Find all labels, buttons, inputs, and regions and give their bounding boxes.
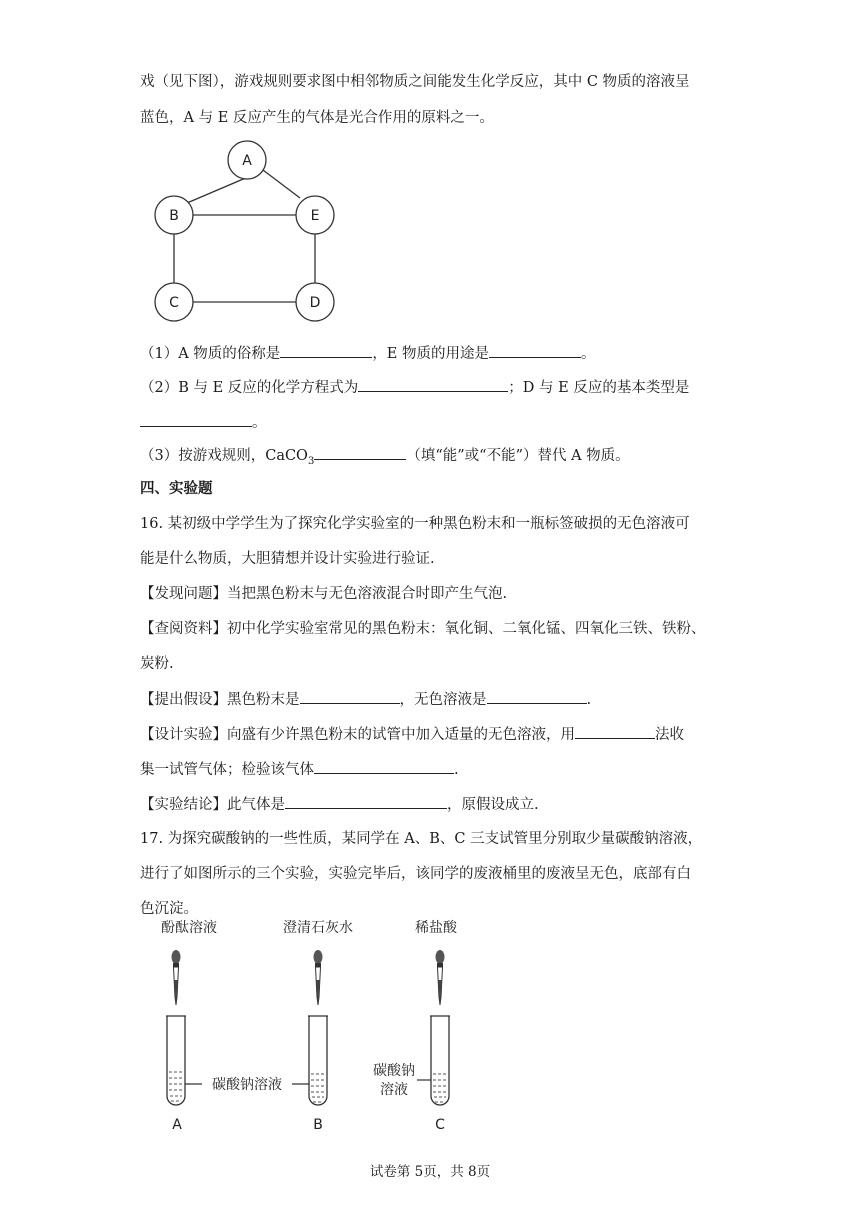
sodium-carbonate-label-ab: 碳酸钠溶液 (212, 1077, 282, 1093)
node-e-label: E (310, 208, 320, 224)
dropper-c-icon (436, 950, 445, 1005)
page-footer: 试卷第 5页，共 8页 (369, 1164, 491, 1180)
q16-line-1: 16. 某初级中学学生为了探究化学实验室的一种黑色粉末和一瓶标签破损的无色溶液可 (140, 516, 690, 532)
q15-part2-text-a: （2）B 与 E 反应的化学方程式为 (140, 380, 359, 396)
q15-part3-text-a: （3）按游戏规则，CaCO (140, 448, 308, 464)
hyp-text-a: 黑色粉末是 (227, 692, 300, 708)
subscript-3: 3 (307, 455, 315, 467)
reagent-c-label: 稀盐酸 (415, 920, 457, 936)
node-c-label: C (169, 295, 179, 311)
experiment-figure (140, 912, 480, 1137)
conclusion-text-b: ，原假设成立. (447, 797, 539, 813)
q15-part3-text-b: （填“能”或“不能”）替代 A 物质。 (406, 448, 630, 464)
design-text-a: 向盛有少许黑色粉末的试管中加入适量的无色溶液，用 (227, 727, 575, 743)
q17-line-2: 进行了如图所示的三个实验，实验完毕后，该同学的废液桶里的废液呈无色，底部有白 (140, 866, 691, 882)
conclusion-tag: 【实验结论】 (140, 797, 227, 813)
test-tube-b-icon (308, 1016, 328, 1105)
test-tube-c-icon (430, 1016, 450, 1105)
answer-blank[interactable] (300, 689, 400, 704)
node-a-label: A (242, 153, 252, 169)
answer-blank[interactable] (140, 412, 252, 427)
answer-blank[interactable] (285, 794, 447, 809)
q15-part2-text-c: 。 (252, 415, 267, 431)
q16-design-cont (140, 759, 459, 780)
q17-line-3: 色沉淀。 (140, 901, 198, 917)
answer-blank[interactable] (358, 377, 508, 392)
q15-part1-text-c: 。 (581, 346, 596, 362)
hyp-text-c: . (586, 692, 592, 708)
test-tube-a-icon (166, 1016, 186, 1105)
found-tag: 【发现问题】 (140, 586, 227, 602)
answer-blank[interactable] (280, 343, 372, 358)
q15-part2-text-b: ；D 与 E 反应的基本类型是 (508, 380, 690, 396)
answer-blank[interactable] (314, 759, 454, 774)
q16-ref (140, 619, 706, 639)
design-tag: 【设计实验】 (140, 727, 227, 743)
ref-tag: 【查阅资料】 (140, 621, 227, 637)
node-b-label: B (169, 208, 179, 224)
answer-blank[interactable] (575, 724, 655, 739)
sodium-carbonate-label-c-1: 碳酸钠 (373, 1063, 415, 1079)
conclusion-text-a: 此气体是 (227, 797, 285, 813)
found-text: 当把黑色粉末与无色溶液混合时即产生气泡. (227, 586, 508, 602)
substance-cycle-diagram (140, 138, 360, 328)
dropper-b-icon (314, 950, 323, 1005)
hyp-tag: 【提出假设】 (140, 692, 227, 708)
ref-text: 初中化学实验室常见的黑色粉末：氧化铜、二氧化锰、四氧化三铁、铁粉、 (227, 621, 706, 637)
answer-blank[interactable] (489, 343, 581, 358)
sodium-carbonate-label-c-2: 溶液 (380, 1082, 408, 1098)
hyp-text-b: ，无色溶液是 (399, 692, 487, 708)
answer-blank[interactable] (487, 689, 587, 704)
q16-found (140, 584, 507, 604)
q15-part2 (140, 377, 689, 398)
q15-part1 (140, 343, 596, 364)
tube-c-label: C (435, 1117, 445, 1133)
q16-line-2: 能是什么物质，大胆猜想并设计实验进行验证. (140, 551, 435, 567)
q15-part3 (140, 445, 630, 472)
edge-a-e (263, 170, 300, 198)
tube-b-label: B (313, 1117, 323, 1133)
q15-part1-text-b: ，E 物质的用途是 (372, 346, 490, 362)
q15-part2-cont (140, 412, 267, 433)
design-text-c: 集一试管气体；检验该气体 (140, 762, 314, 778)
q16-design (140, 724, 684, 745)
q16-conclusion (140, 794, 539, 815)
q15-part1-text-a: （1）A 物质的俗称是 (140, 346, 281, 362)
reagent-a-label: 酚酞溶液 (161, 920, 217, 936)
dropper-a-icon (172, 950, 181, 1005)
answer-blank[interactable] (314, 445, 406, 460)
section-title: 四、实验题 (140, 480, 213, 497)
node-d-label: D (309, 295, 321, 311)
tube-a-label: A (172, 1117, 182, 1133)
design-text-b: 法收 (655, 727, 684, 743)
q16-hyp (140, 689, 591, 710)
reagent-b-label: 澄清石灰水 (283, 920, 353, 936)
intro-line-1: 戏（见下图），游戏规则要求图中相邻物质之间能发生化学反应，其中 C 物质的溶液呈 (140, 74, 690, 90)
q16-ref-cont: 炭粉. (140, 656, 174, 672)
q17-line-1: 17. 为探究碳酸钠的一些性质，某同学在 A、B、C 三支试管里分别取少量碳酸钠溶液， (140, 831, 703, 847)
intro-line-2: 蓝色，A 与 E 反应产生的气体是光合作用的原料之一。 (140, 110, 494, 126)
design-text-d: . (454, 762, 459, 778)
